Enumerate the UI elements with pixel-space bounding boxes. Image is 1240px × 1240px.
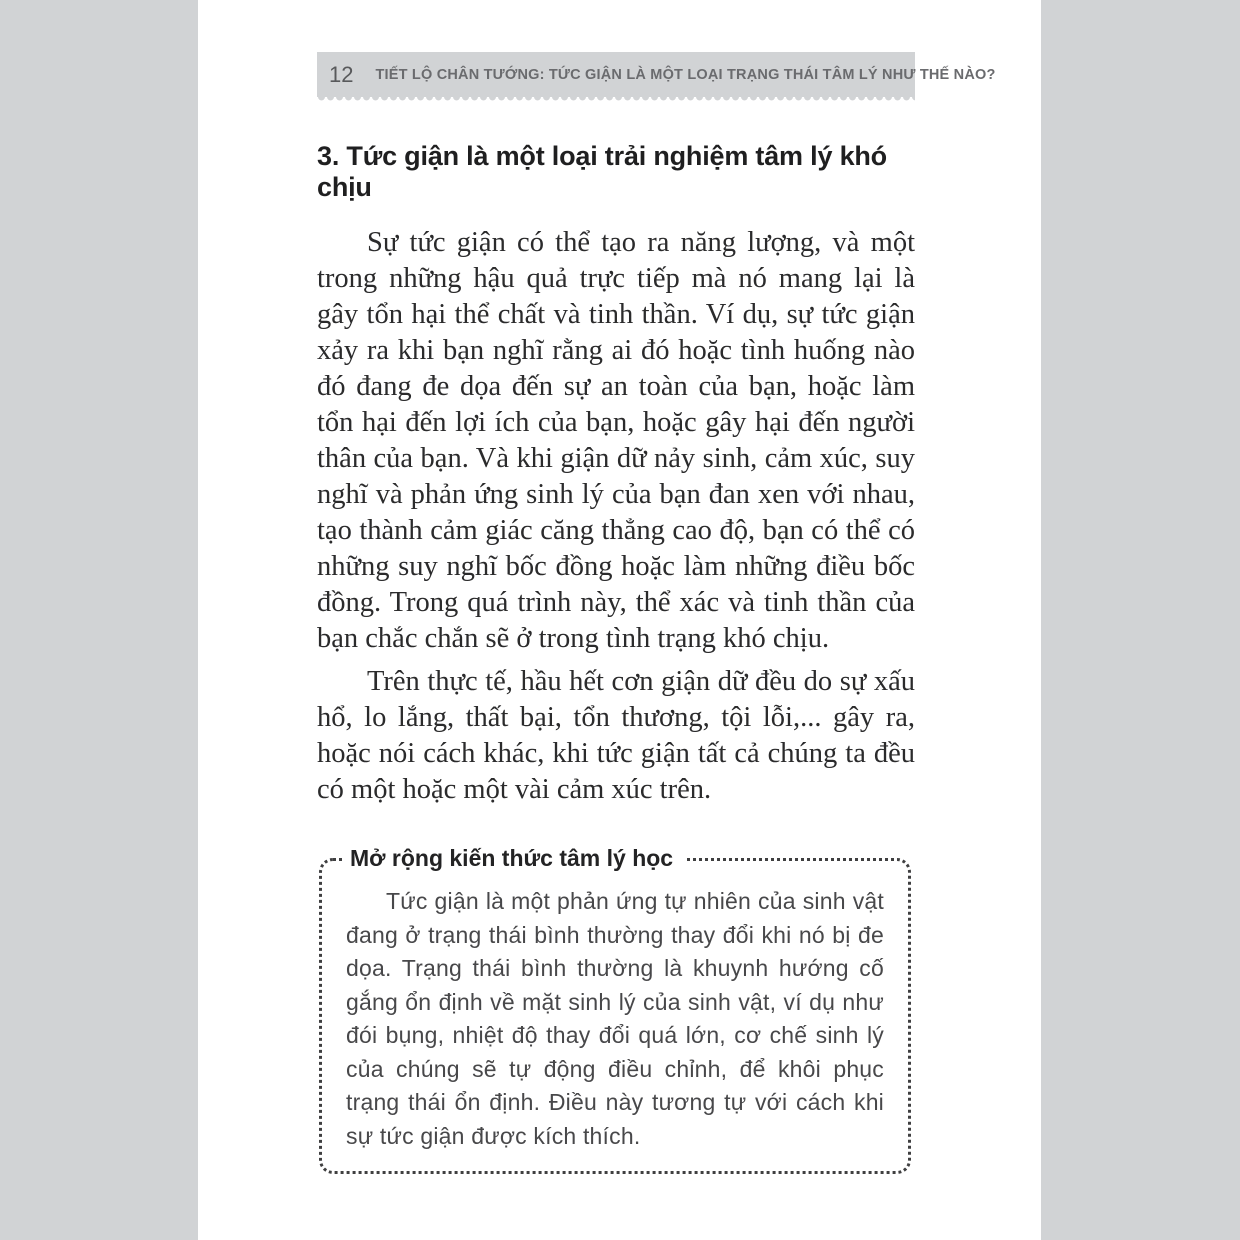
page-number: 12 [329,61,354,87]
running-header [317,52,996,103]
body-paragraph-2: Trên thực tế, hầu hết cơn giận dữ đều do sự xấu hổ, lo lắng, thất bại, tổn thương, tội lỗi,... gây ra, hoặc nói cách khác, khi tức giận tất cả chúng ta đều có một hoặc một vài cảm xúc trên. [317,666,915,805]
text-column [317,0,996,1174]
scalloped-edge [317,97,915,103]
knowledge-box [319,845,911,1174]
right-margin-bar [1041,0,1240,1240]
left-margin-bar [0,0,198,1240]
section-heading: 3. Tức giận là một loại trải nghiệm tâm lý khó chịu [317,141,887,202]
body-paragraph-1: Sự tức giận có thể tạo ra năng lượng, và một trong những hậu quả trực tiếp mà nó mang lại là gây tổn hại thể chất và tinh thần. Ví dụ, sự tức giận xảy ra khi bạn nghĩ rằng ai đó hoặc tình huống nào đó đang đe dọa đến sự an toàn của bạn, hoặc làm tổn hại đến lợi ích của bạn, hoặc gây hại đến người thân của bạn. Và khi giận dữ nảy sinh, cảm xúc, suy nghĩ và phản ứng sinh lý của bạn đan xen với nhau, tạo thành cảm giác căng thẳng cao độ, bạn có thể có những suy nghĩ bốc đồng hoặc làm những điều bốc đồng. Trong quá trình này, thể xác và tinh thần của bạn chắc chắn sẽ ở trong tình trạng khó chịu. [317,227,915,654]
knowledge-box-label: Mở rộng kiến thức tâm lý học [344,842,685,874]
running-title: TIẾT LỘ CHÂN TƯỚNG: TỨC GIẬN LÀ MỘT LOẠI TRẠNG THÁI TÂM LÝ NHƯ THẾ NÀO? [375,66,996,83]
book-page [198,0,1041,1240]
knowledge-box-body: Tức giận là một phản ứng tự nhiên của sinh vật đang ở trạng thái bình thường thay đổi khi nó bị đe dọa. Trạng thái bình thường là khuynh hướng cố gắng ổn định về mặt sinh lý của sinh vật, ví dụ như đói bụng, nhiệt độ thay đổi quá lớn, cơ chế sinh lý của chúng sẽ tự động điều chỉnh, để khôi phục trạng thái ổn định. Điều này tương tự với cách khi sự tức giận được kích thích. [346,888,884,1149]
running-header-bar [317,52,996,97]
